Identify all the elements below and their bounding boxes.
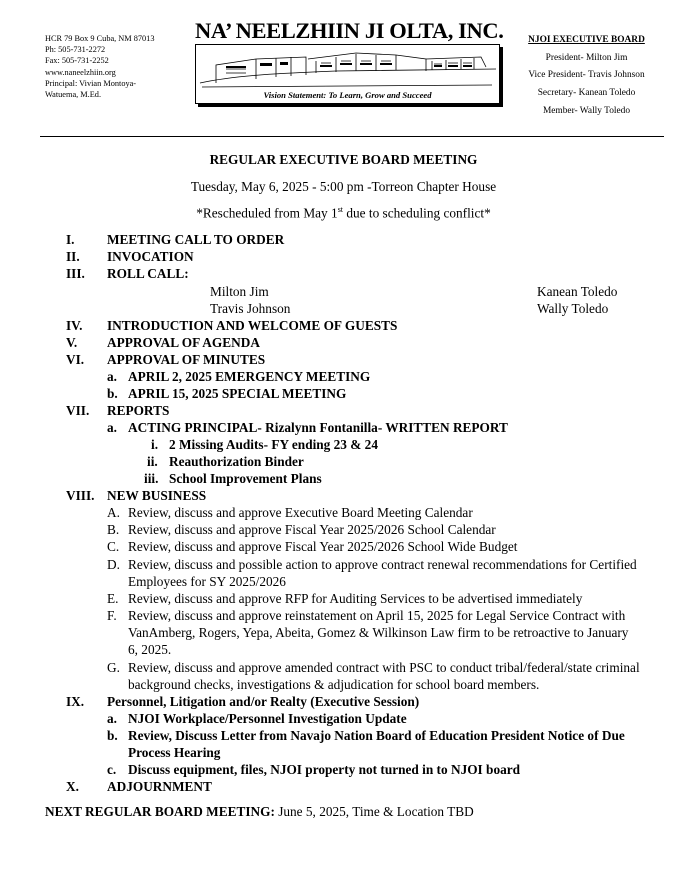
roll-call-name: Kanean Toledo [537, 284, 618, 299]
minutes-special-meeting: APRIL 15, 2025 SPECIAL MEETING [128, 386, 347, 401]
meeting-title: REGULAR EXECUTIVE BOARD MEETING [209, 152, 478, 167]
board-title: NJOI EXECUTIVE BOARD [528, 35, 645, 45]
contact-block [45, 33, 154, 100]
report-missing-audits: 2 Missing Audits- FY ending 23 & 24 [169, 437, 378, 452]
next-meeting-details: June 5, 2025, Time & Location TBD [274, 804, 474, 819]
item-reports: REPORTS [107, 403, 170, 418]
item-number: X. [66, 779, 79, 794]
business-legal-contract-cont: 6, 2025. [128, 642, 172, 657]
business-marker: F. [107, 608, 117, 623]
reschedule-note [0, 205, 687, 221]
header-divider [40, 136, 664, 137]
sub-item-marker: a. [107, 369, 117, 384]
board-member: Member- Wally Toledo [542, 105, 631, 116]
business-psc-contract-cont: background checks, investigations & adjudication for school board members. [128, 677, 540, 692]
board-president: President- Milton Jim [545, 52, 628, 63]
item-adjournment: ADJOURNMENT [107, 779, 212, 794]
business-marker: G. [107, 660, 120, 675]
business-marker: E. [107, 591, 119, 606]
business-marker: D. [107, 557, 120, 572]
item-number: VI. [66, 352, 85, 367]
item-call-to-order: MEETING CALL TO ORDER [107, 232, 285, 247]
business-rfp-auditing: Review, discuss and approve RFP for Auditing Services to be advertised immediately [128, 591, 583, 606]
business-school-calendar: Review, discuss and approve Fiscal Year 2025/2026 School Calendar [128, 522, 496, 537]
item-number: VII. [66, 403, 90, 418]
business-marker: A. [107, 505, 120, 520]
item-number: IX. [66, 694, 85, 709]
business-contract-renewals: Review, discuss and possible action to approve contract renewal recommendations for Certified [128, 557, 637, 572]
business-legal-contract: Review, discuss and approve reinstatement on April 15, 2025 for Legal Service Contract with [128, 608, 626, 623]
next-meeting [45, 804, 474, 820]
item-number: VIII. [66, 488, 95, 503]
sub-sub-item-marker: iii. [144, 471, 159, 486]
sub-item-marker: b. [107, 386, 118, 401]
item-number: I. [66, 232, 75, 247]
sub-sub-item-marker: ii. [147, 454, 158, 469]
session-board-letter: Review, Discuss Letter from Navajo Nation Board of Education President Notice of Due [128, 728, 625, 743]
roll-call-name: Wally Toledo [537, 301, 609, 316]
item-number: IV. [66, 318, 83, 333]
contact-principal-cont: Watuema, M.Ed. [45, 90, 102, 100]
contact-address: HCR 79 Box 9 Cuba, NM 87013 [45, 34, 155, 43]
session-board-letter-cont: Process Hearing [128, 745, 221, 760]
board-vice-president: Vice President- Travis Johnson [528, 70, 645, 81]
sub-item-marker: a. [107, 420, 117, 435]
item-approval-minutes: APPROVAL OF MINUTES [107, 352, 266, 367]
report-acting-principal: ACTING PRINCIPAL- Rizalynn Fontanilla- WRITTEN REPORT [128, 420, 508, 435]
executive-board-block [514, 35, 659, 121]
reschedule-text-end: due to scheduling conflict* [343, 205, 491, 221]
minutes-emergency-meeting: APRIL 2, 2025 EMERGENCY MEETING [128, 369, 371, 384]
sub-item-marker: a. [107, 711, 117, 726]
business-meeting-calendar: Review, discuss and approve Executive Board Meeting Calendar [128, 505, 473, 520]
session-investigation-update: NJOI Workplace/Personnel Investigation Update [128, 711, 407, 726]
business-contract-renewals-cont: Employees for SY 2025/2026 [128, 574, 286, 589]
item-number: V. [66, 335, 78, 350]
school-logo [195, 44, 500, 104]
report-school-improvement-plans: School Improvement Plans [169, 471, 322, 486]
next-meeting-label: NEXT REGULAR BOARD MEETING: [45, 804, 275, 819]
meeting-date-location: Tuesday, May 6, 2025 - 5:00 pm -Torreon Chapter House [190, 179, 497, 194]
item-invocation: INVOCATION [107, 249, 194, 264]
board-secretary: Secretary- Kanean Toledo [537, 88, 636, 99]
item-executive-session: Personnel, Litigation and/or Realty (Executive Session) [107, 694, 420, 709]
sub-item-marker: b. [107, 728, 118, 743]
business-marker: B. [107, 522, 120, 537]
contact-fax: Fax: 505-731-2252 [45, 56, 109, 66]
business-marker: C. [107, 539, 120, 554]
item-new-business: NEW BUSINESS [107, 488, 207, 503]
organization-name: NA’ NEELZHIIN JI OLTA, INC. [195, 18, 504, 43]
sub-sub-item-marker: i. [151, 437, 159, 452]
reschedule-ordinal: st [337, 205, 344, 214]
item-number: III. [66, 266, 85, 281]
reschedule-text-start: *Rescheduled from May 1 [196, 205, 338, 221]
item-number: II. [66, 249, 80, 264]
item-roll-call: ROLL CALL: [107, 266, 189, 281]
business-psc-contract: Review, discuss and approve amended contract with PSC to conduct tribal/federal/state criminal [128, 660, 640, 675]
business-legal-contract-cont: VanAmberg, Rogers, Yepa, Abeita, Gomez & Wilkinson Law firm to be retroactive to January [128, 625, 629, 640]
contact-website: www.naneelzhiin.org [45, 67, 116, 77]
item-approval-agenda: APPROVAL OF AGENDA [107, 335, 260, 350]
item-introductions: INTRODUCTION AND WELCOME OF GUESTS [107, 318, 398, 333]
business-school-budget: Review, discuss and approve Fiscal Year 2025/2026 School Wide Budget [128, 539, 518, 554]
vision-statement: Vision Statement: To Learn, Grow and Succeed [263, 90, 432, 100]
report-reauthorization-binder: Reauthorization Binder [169, 454, 304, 469]
roll-call-name: Travis Johnson [210, 301, 291, 316]
sub-item-marker: c. [107, 762, 117, 777]
session-property-discussion: Discuss equipment, files, NJOI property not turned in to NJOI board [128, 762, 521, 777]
roll-call-name: Milton Jim [210, 284, 269, 299]
contact-principal: Principal: Vivian Montoya- [45, 78, 137, 88]
contact-phone: Ph: 505-731-2272 [45, 45, 106, 55]
